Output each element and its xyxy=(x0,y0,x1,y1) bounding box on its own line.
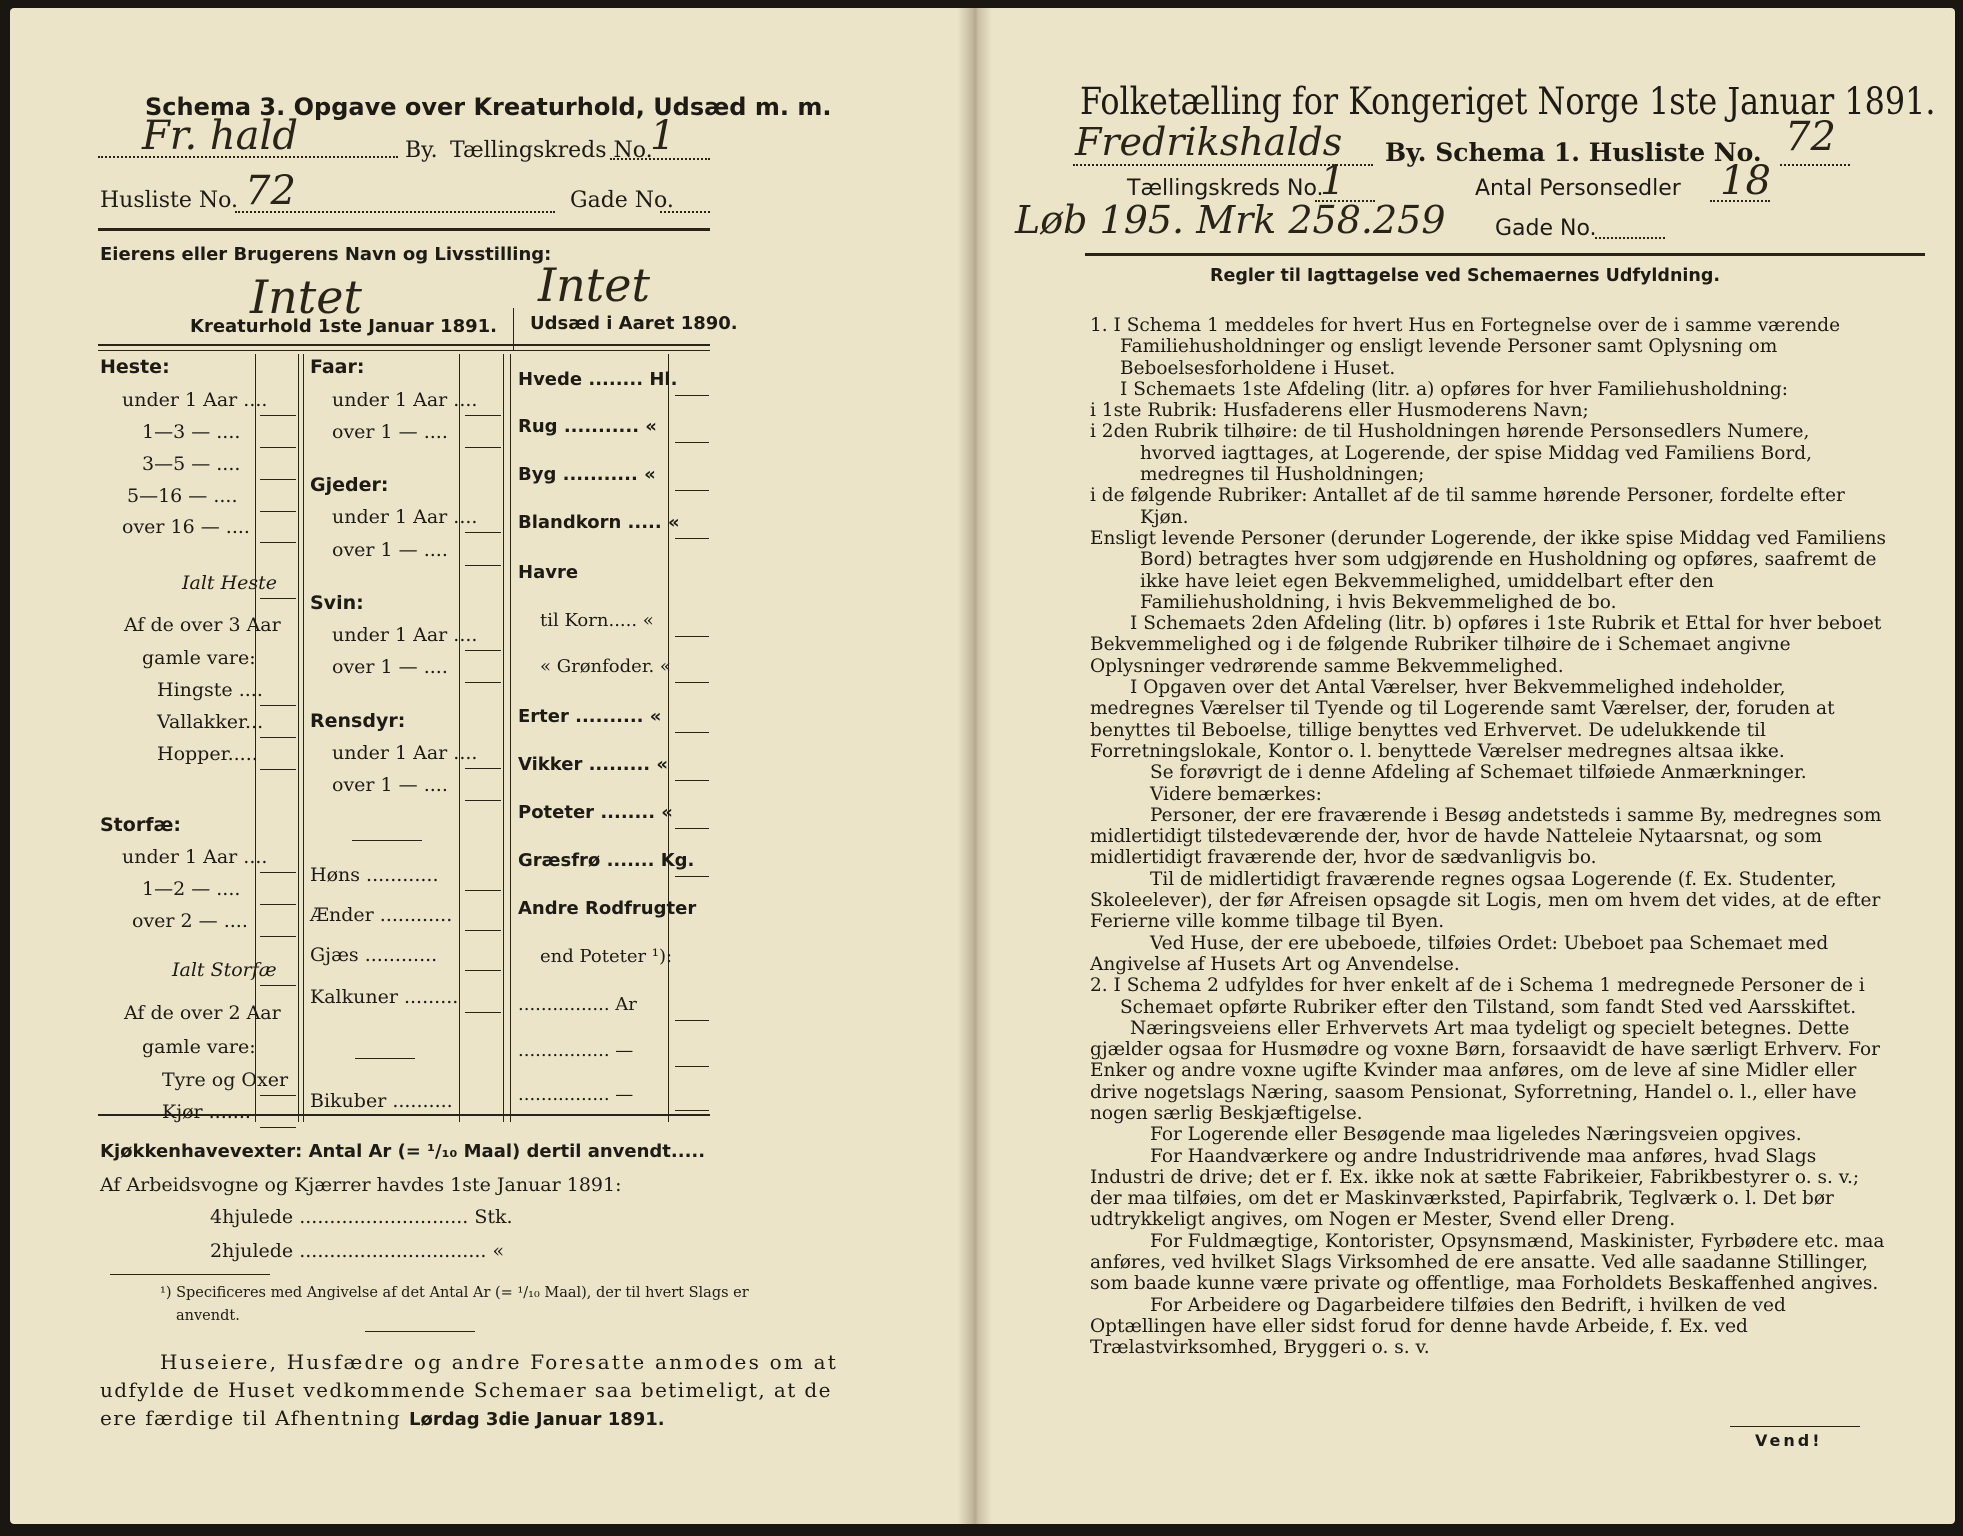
rules-title: Regler til Iagttagelse ved Schemaernes Udfyldning. xyxy=(1210,266,1721,286)
entry-line xyxy=(675,636,709,637)
entry-line xyxy=(465,768,501,769)
entry-line xyxy=(465,682,501,683)
fjaerkrae-row: Ænder ............ xyxy=(310,904,453,926)
udsaed-row: Erter .......... « xyxy=(518,706,662,727)
separator xyxy=(355,1058,415,1059)
handwritten-lot: Løb 195. Mrk 258.259 xyxy=(1015,198,1446,242)
storfae-row: Kjør ....... xyxy=(162,1101,251,1123)
husliste-line xyxy=(1780,164,1850,166)
arbeidsvogne-label: Af Arbeidsvogne og Kjærrer havdes 1ste Januar 1891: xyxy=(100,1174,622,1196)
gjeder-row: under 1 Aar .... xyxy=(332,506,478,528)
entry-line xyxy=(465,970,501,971)
header-rule xyxy=(1085,253,1925,256)
entry-line xyxy=(675,1066,709,1067)
entry-line xyxy=(260,1095,296,1096)
footnote-rule xyxy=(110,1274,270,1275)
faar-row: under 1 Aar .... xyxy=(332,389,478,411)
entry-line xyxy=(465,565,501,566)
header-rule xyxy=(98,228,710,231)
col-line xyxy=(303,354,304,1122)
rensdyr-row: under 1 Aar .... xyxy=(332,742,478,764)
rensdyr-heading: Rensdyr: xyxy=(310,710,406,732)
by-label: By. xyxy=(405,138,438,163)
entry-line xyxy=(675,1110,709,1111)
col-line xyxy=(503,354,504,1122)
udsaed-row: ................ — xyxy=(518,1084,634,1105)
rule-p3: i 1ste Rubrik: Husfaderens eller Husmoderens Navn; xyxy=(1090,400,1589,422)
udsaed-row: til Korn..... « xyxy=(540,610,654,631)
schema3-title: Schema 3. Opgave over Kreaturhold, Udsæd m. m. xyxy=(145,93,832,121)
storfae-heading: Storfæ: xyxy=(100,814,181,836)
entry-line xyxy=(675,780,709,781)
storfae-row: under 1 Aar .... xyxy=(122,846,268,868)
udsaed-row: ................ Ar xyxy=(518,994,637,1015)
entry-line xyxy=(260,705,296,706)
husliste-label: Husliste No. xyxy=(100,188,238,213)
gade-line xyxy=(660,211,710,213)
by-schema-husliste: By. Schema 1. Husliste No. xyxy=(1385,138,1762,167)
udsaed-row: end Poteter ¹): xyxy=(540,946,673,967)
entry-line xyxy=(465,1012,501,1013)
udsaed-row: Blandkorn ..... « xyxy=(518,512,680,533)
udsaed-row: Byg ........... « xyxy=(518,464,656,485)
heste-row: Ialt Heste xyxy=(182,572,278,594)
entry-line xyxy=(465,930,501,931)
husliste-line xyxy=(235,211,555,213)
entry-line xyxy=(675,682,709,683)
entry-line xyxy=(260,1127,296,1128)
entry-line xyxy=(465,800,501,801)
col-line xyxy=(668,354,669,1122)
svin-row: under 1 Aar .... xyxy=(332,624,478,646)
entry-line xyxy=(260,769,296,770)
fjaerkrae-row: Høns ............ xyxy=(310,864,439,886)
entry-line xyxy=(260,511,296,512)
col-line xyxy=(510,354,511,1122)
antal-line xyxy=(1710,200,1770,202)
handwritten-intet-2: Intet xyxy=(538,258,650,312)
handwritten-intet-1: Intet xyxy=(250,270,362,324)
handwritten-husliste: 72 xyxy=(245,168,296,214)
handwritten-city: Fredrikshalds xyxy=(1075,120,1343,164)
storfae-row: Af de over 2 Aar xyxy=(124,1002,281,1024)
heste-row: Hopper..... xyxy=(157,743,258,765)
rule-p16: For Logerende eller Besøgende maa ligeledes Næringsveien opgives. xyxy=(1150,1124,1802,1146)
kreaturhold-header: Kreaturhold 1ste Januar 1891. xyxy=(190,316,497,337)
census-title: Folketælling for Kongeriget Norge 1ste Januar 1891. xyxy=(1080,80,1936,123)
udsaed-row: Havre xyxy=(518,562,579,583)
header-divider xyxy=(513,308,514,350)
rule-p11: Personer, der ere fraværende i Besøg andetsteds i samme By, medregnes som midlertidigt tilstedeværende der, hvor de havde Natteleie Nytaarsnat, og som midlertidigt fraværende der, hvor de sædvanligvis bo. xyxy=(1090,804,1882,869)
storfae-row: 1—2 — .... xyxy=(142,878,241,900)
storfae-row: Tyre og Oxer xyxy=(162,1069,289,1091)
storfae-row: Ialt Storfæ xyxy=(172,959,277,981)
book-spine xyxy=(958,8,992,1524)
footnote-line-2: anvendt. xyxy=(176,1308,240,1324)
right-page xyxy=(975,8,1955,1524)
entry-line xyxy=(675,828,709,829)
heste-row: Vallakker... xyxy=(157,711,264,733)
entry-line xyxy=(675,442,709,443)
rensdyr-row: over 1 — .... xyxy=(332,774,448,796)
city-line xyxy=(98,156,398,158)
rule-p5: i de følgende Rubriker: Antallet af de til samme hørende Personer, fordelte efter Kjøn. xyxy=(1090,485,1845,528)
entry-line xyxy=(675,395,709,396)
gade-label: Gade No. xyxy=(570,188,674,213)
faar-row: over 1 — .... xyxy=(332,421,448,443)
rules-text xyxy=(1090,315,1890,1359)
entry-line xyxy=(260,598,296,599)
closing-line-1: Huseiere, Husfædre og andre Foresatte anmodes om at xyxy=(160,1350,838,1374)
heste-row: Hingste .... xyxy=(157,679,263,701)
entry-line xyxy=(675,538,709,539)
entry-line xyxy=(260,872,296,873)
vend-rule xyxy=(1730,1426,1860,1427)
closing-line-3 xyxy=(100,1406,665,1430)
heste-row: 5—16 — .... xyxy=(127,485,238,507)
udsaed-row: ................ — xyxy=(518,1040,634,1061)
rule-p18: For Fuldmægtige, Kontorister, Opsynsmænd, Maskinister, Fyrbødere etc. maa anføres, ved hvilket Slags Virksomhed de ere ansatte. Ved alle saadanne Stillinger, som baade kunne være private og offentlige, maa Forholdets Beskaffenhed angives. xyxy=(1090,1230,1885,1295)
vend-label: Vend! xyxy=(1755,1431,1823,1450)
handwritten-kreds: 1 xyxy=(1320,158,1346,204)
rule-p19: For Arbeidere og Dagarbeidere tilføies den Bedrift, i hvilken de ved Optællingen have eller sidst forud for denne havde Arbeide, f. Ex. ved Trælastvirksomhed, Bryggeri o. s. v. xyxy=(1090,1294,1786,1359)
entry-line xyxy=(260,542,296,543)
entry-line xyxy=(260,737,296,738)
left-page xyxy=(10,8,975,1524)
entry-line xyxy=(465,1114,501,1115)
bikuber-row: Bikuber .......... xyxy=(310,1090,453,1112)
rule-p15: Næringsveiens eller Erhvervets Art maa tydeligt og specielt betegnes. Dette gjælder ogsaa for Husmødre og voxne Børn, forsaavidt de have særligt Erhverv. For Enker og andre voxne ugifte Kvinder maa anføres, om de leve af sine Midler eller drive nogetslags Næring, saasom Pensionat, Syforretning, Handel o. l., eller have nogen særlig Beskjæftigelse. xyxy=(1090,1017,1880,1124)
entry-line xyxy=(465,890,501,891)
kjokken-label: Kjøkkenhavevexter: Antal Ar (= ¹/₁₀ Maal) dertil anvendt..... xyxy=(100,1141,706,1162)
udsaed-header: Udsæd i Aaret 1890. xyxy=(530,313,738,334)
heste-row: 1—3 — .... xyxy=(142,421,241,443)
kreds-line xyxy=(610,158,710,160)
closing-text: ere færdige til Afhentning xyxy=(100,1406,409,1430)
entry-line xyxy=(675,876,709,877)
storfae-row: over 2 — .... xyxy=(132,910,248,932)
handwritten-husliste: 72 xyxy=(1785,114,1836,160)
table-top-rule-2 xyxy=(98,350,710,351)
entry-line xyxy=(465,447,501,448)
gade-label: Gade No. xyxy=(1495,216,1597,241)
heste-row: over 16 — .... xyxy=(122,516,250,538)
rule-p8: I Opgaven over det Antal Værelser, hver Bekvemmelighed indeholder, medregnes Værelser til Tyende og til Logerende samt Værelser, der, foruden at benyttes til Beboelse, tillige benyttes ved Erhvervet. De udelukkende til Forretningslokale, Kontor o. l. benyttede Værelser medregnes altsaa ikke. xyxy=(1090,677,1835,762)
heste-row: under 1 Aar .... xyxy=(122,389,268,411)
entry-line xyxy=(675,1020,709,1021)
entry-line xyxy=(465,532,501,533)
udsaed-row: Vikker ......... « xyxy=(518,754,669,775)
gjeder-row: over 1 — .... xyxy=(332,539,448,561)
heste-heading: Heste: xyxy=(100,356,170,378)
footnote-line-1: ¹) Specificeres med Angivelse af det Antal Ar (= ¹/₁₀ Maal), der til hvert Slags er xyxy=(160,1285,749,1301)
rule-p13: Ved Huse, der ere ubeboede, tilføies Ordet: Ubeboet paa Schemaet med Angivelse af Husets Art og Anvendelse. xyxy=(1090,932,1829,975)
kreds-label: Tællingskreds No. xyxy=(1127,176,1324,201)
rule-p10: Videre bemærkes: xyxy=(1150,783,1322,805)
rule-p6: Ensligt levende Personer (derunder Logerende, der ikke spise Middag ved Familiens Bord) betragtes hver som udgjørende en Husholdning og opføres, saafremt de ikke have leiet egen Bekvemmelighed, umiddelbart efter den Familiehusholdning, i hvis Bekvemmelighed de bo. xyxy=(1090,527,1886,613)
handwritten-antal: 18 xyxy=(1720,158,1771,204)
hjulede-4: 4hjulede ............................ Stk. xyxy=(210,1206,513,1228)
entry-line xyxy=(260,985,296,986)
gjeder-heading: Gjeder: xyxy=(310,474,389,496)
separator xyxy=(352,840,422,841)
table-top-rule xyxy=(98,344,710,346)
udsaed-row: Andre Rodfrugter xyxy=(518,898,697,919)
heste-row: 3—5 — .... xyxy=(142,453,241,475)
rule-p4: i 2den Rubrik tilhøire: de til Husholdningen hørende Personsedlers Numere, hvorved iagttages, at Logerende, der spise Middag ved Familiens Bord, medregnes til Husholdningen; xyxy=(1090,421,1812,486)
fjaerkrae-row: Kalkuner ......... xyxy=(310,986,459,1008)
kreds-label: Tællingskreds No. xyxy=(450,138,653,163)
col-line xyxy=(459,354,460,1122)
entry-line xyxy=(260,447,296,448)
handwritten-kreds: 1 xyxy=(650,113,676,159)
closing-rule xyxy=(365,1331,475,1332)
entry-line xyxy=(465,650,501,651)
entry-line xyxy=(675,732,709,733)
gade-line xyxy=(1595,237,1665,239)
faar-heading: Faar: xyxy=(310,356,365,378)
entry-line xyxy=(465,415,501,416)
udsaed-row: Græsfrø ....... Kg. xyxy=(518,850,695,871)
entry-line xyxy=(260,904,296,905)
col-line xyxy=(298,354,299,1122)
udsaed-row: « Grønfoder. « xyxy=(540,656,671,677)
svin-heading: Svin: xyxy=(310,592,364,614)
owner-label: Eierens eller Brugerens Navn og Livsstilling: xyxy=(100,244,552,265)
rule-p17: For Haandværkere og andre Industridrivende maa anføres, hvad Slags Industri de drive; det er f. Ex. ikke nok at sætte Fabrikeier, Fabrikbestyrer o. s. v.; der maa tilføies, om det er Maskinværksted, Papirfabrik, Teglværk o. l. Det bør udtrykkeligt angives, om Nogen er Mester, Svend eller Dreng. xyxy=(1090,1145,1860,1231)
hjulede-2: 2hjulede ............................... « xyxy=(210,1240,505,1262)
rule-p14: 2. I Schema 2 udfyldes for hver enkelt af de i Schema 1 medregnede Personer de i Schemaet opførte Rubriker efter den Tilstand, som fandt Sted ved Aarsskiftet. xyxy=(1090,975,1865,1018)
entry-line xyxy=(260,479,296,480)
rule-p1: 1. I Schema 1 meddeles for hvert Hus en Fortegnelse over de i samme værende Familiehusholdninger og ensligt levende Personer samt Oplysning om Beboelsesforholdene i Huset. xyxy=(1090,315,1841,379)
entry-line xyxy=(260,415,296,416)
rule-p2: I Schemaets 1ste Afdeling (litr. a) opføres for hver Familiehusholdning: xyxy=(1120,378,1788,400)
closing-date: Lørdag 3die Januar 1891. xyxy=(408,1409,665,1430)
rule-p9: Se forøvrigt de i denne Afdeling af Schemaet tilføiede Anmærkninger. xyxy=(1150,762,1807,784)
entry-line xyxy=(260,936,296,937)
storfae-row: gamle vare: xyxy=(142,1036,256,1058)
svin-row: over 1 — .... xyxy=(332,656,448,678)
udsaed-row: Poteter ........ « xyxy=(518,802,673,823)
antal-label: Antal Personsedler xyxy=(1475,176,1681,201)
udsaed-row: Hvede ........ Hl. xyxy=(518,369,678,390)
rule-p7: I Schemaets 2den Afdeling (litr. b) opføres i 1ste Rubrik et Ettal for hver beboet Bekvemmelighed og i de følgende Rubriker tilhøire de i Schemaet angivne Oplysninger vedrørende samme Bekvemmelighed. xyxy=(1090,613,1882,677)
handwritten-city: Fr. hald xyxy=(142,113,298,159)
rule-p12: Til de midlertidigt fraværende regnes ogsaa Logerende (f. Ex. Studenter, Skoleelever), der før Afreisen opsagde sit Logis, men om hvem det vides, at de efter Ferierne ville komme tilbage til Byen. xyxy=(1090,868,1881,933)
udsaed-row: Rug ........... « xyxy=(518,416,657,437)
heste-row: gamle vare: xyxy=(142,647,256,669)
closing-line-2: udfylde de Huset vedkommende Schemaer saa betimeligt, at de xyxy=(100,1378,832,1402)
fjaerkrae-row: Gjæs ............ xyxy=(310,944,438,966)
heste-row: Af de over 3 Aar xyxy=(124,614,281,636)
entry-line xyxy=(675,490,709,491)
